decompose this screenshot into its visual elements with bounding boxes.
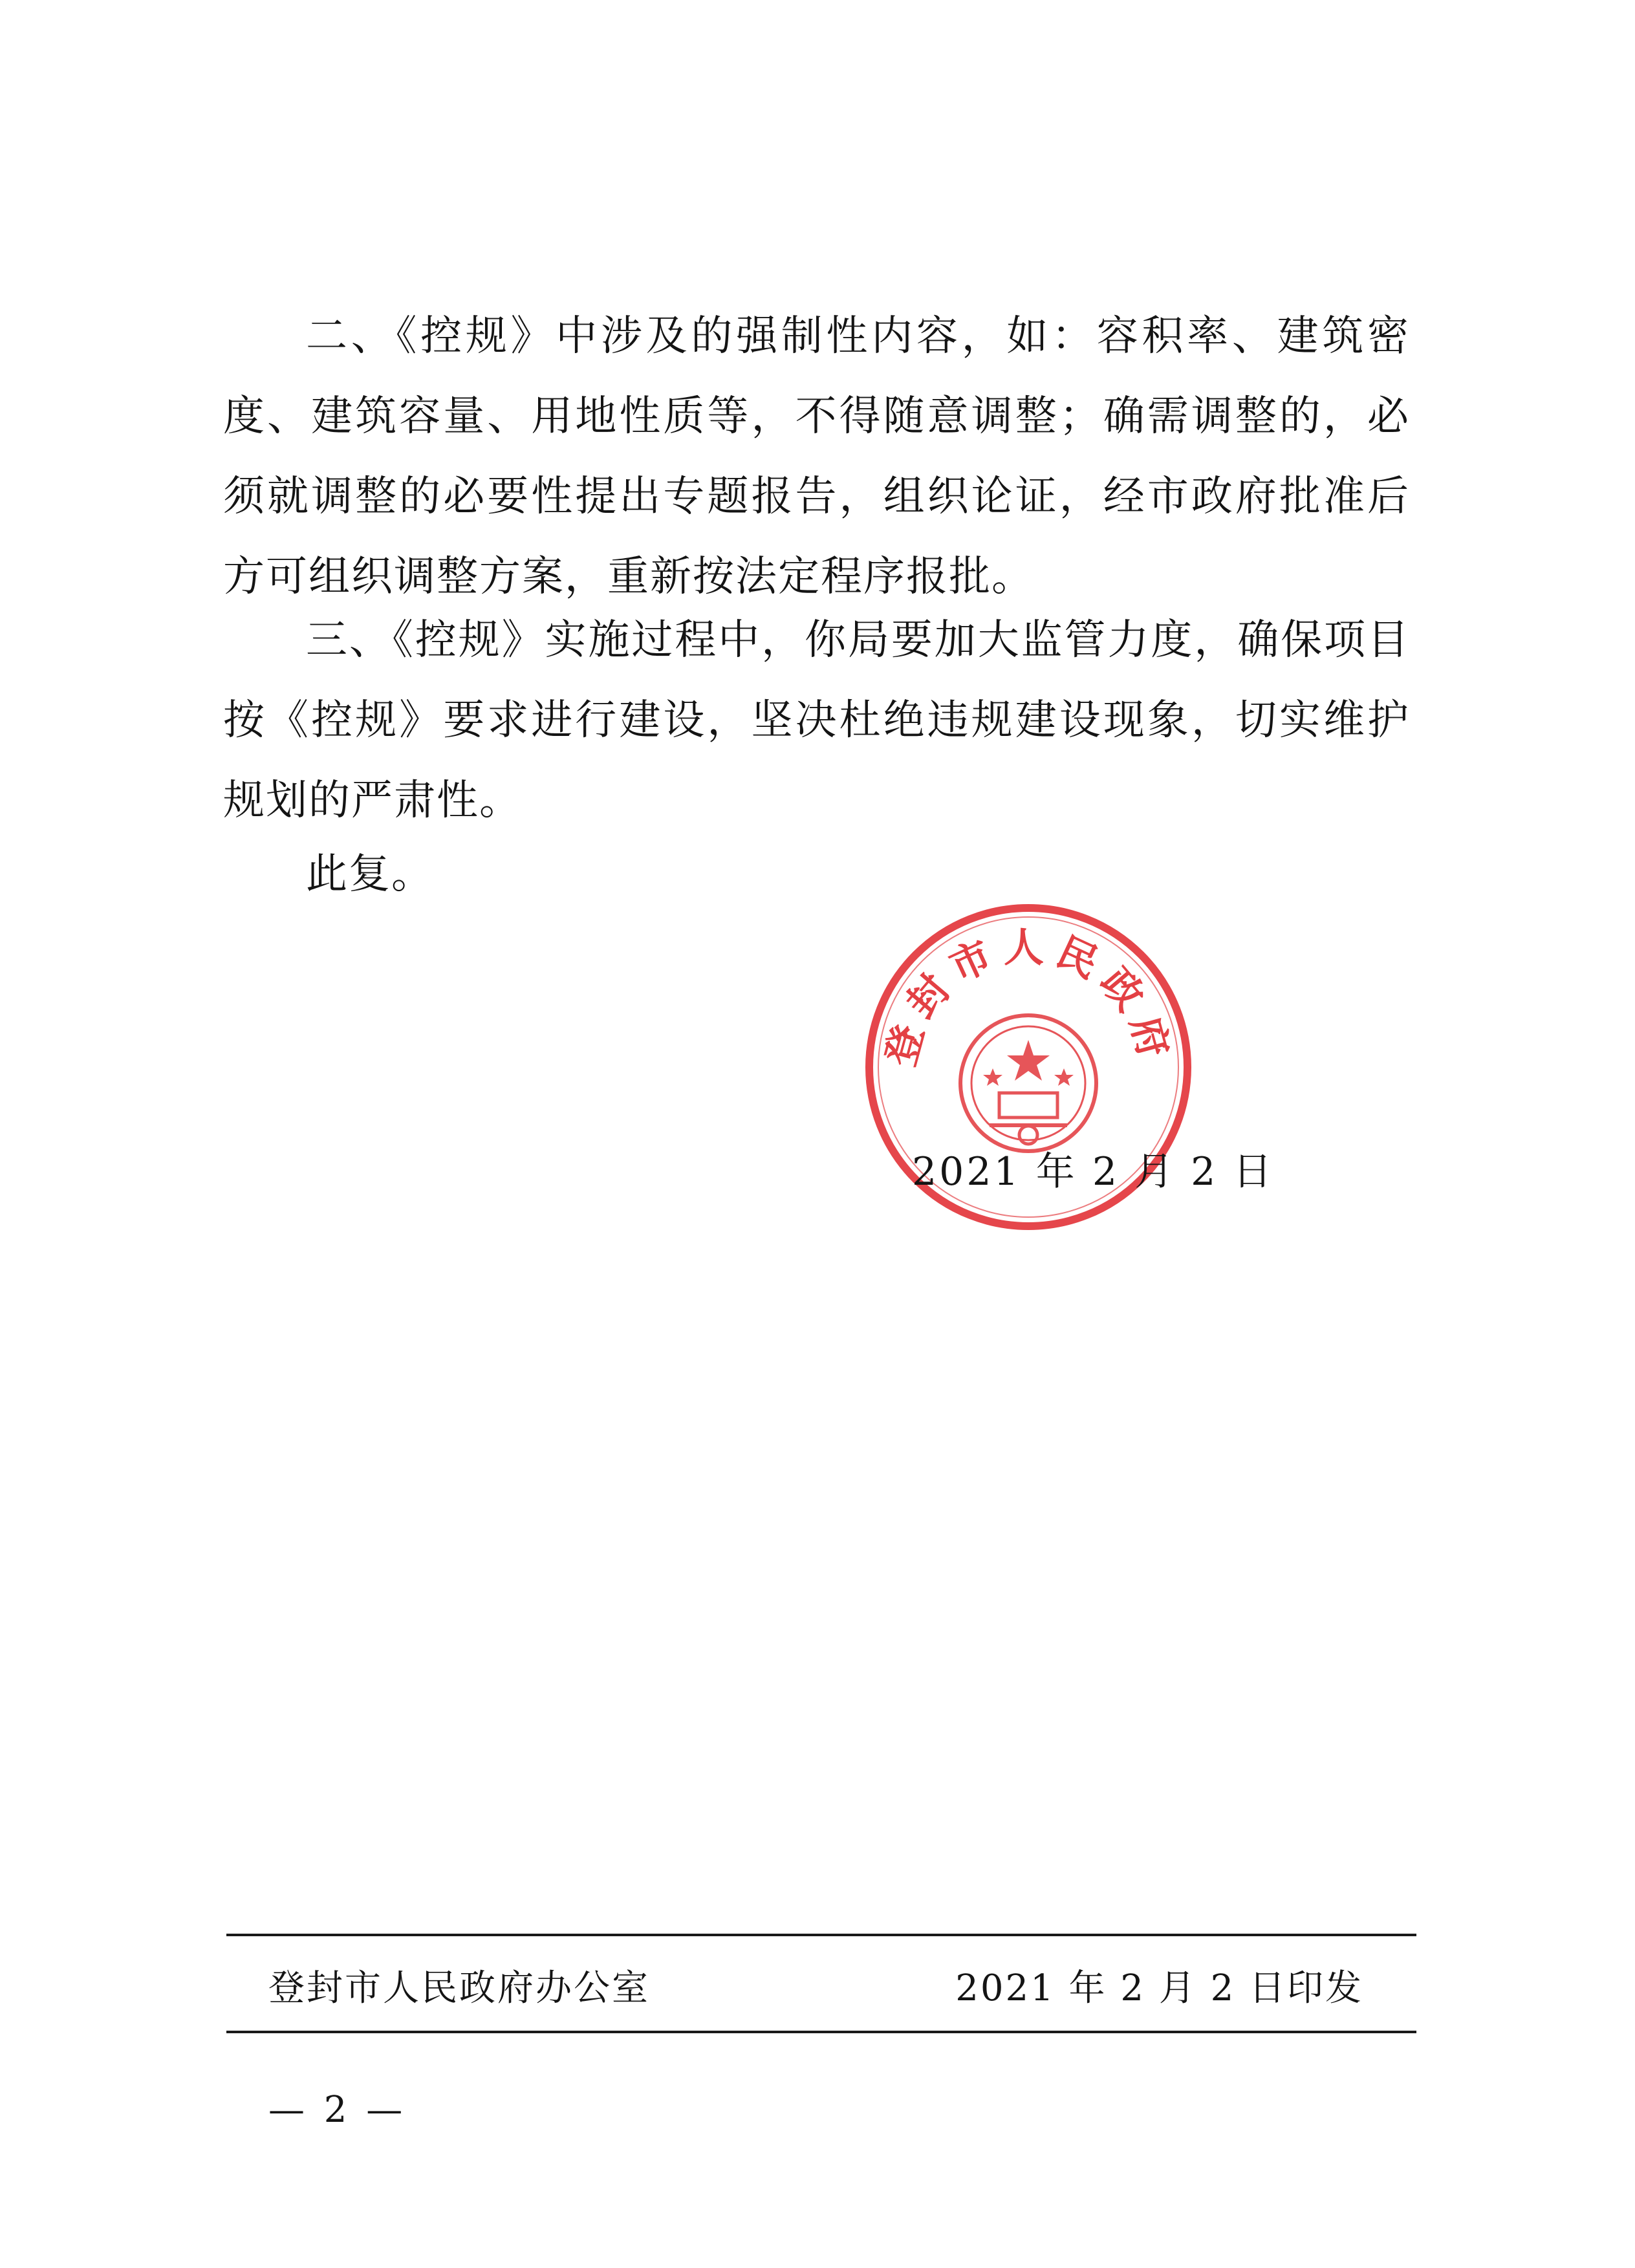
issuing-office: 登封市人民政府办公室 (268, 1967, 650, 2009)
page-number: — 2 — (268, 2089, 407, 2131)
national-emblem-icon (960, 1015, 1096, 1151)
signature-date: 2021 年 2 月 2 日 (912, 1149, 1275, 1194)
footer-bottom-rule (226, 2031, 1416, 2033)
footer-top-rule (226, 1934, 1416, 1936)
seal-text: 登封市人民政府 (876, 923, 1180, 1072)
paragraph-mandatory-content: 二、《控规》中涉及的强制性内容，如：容积率、建筑密度、建筑容量、用地性质等，不得随意调整；确需调整的，必须就调整的必要性提出专题报告，组织论证，经市政府批准后方可组织调整方案，重新按法定程序报批。 (223, 312, 1410, 601)
paragraph-supervision: 三、《控规》实施过程中，你局要加大监管力度，确保项目按《控规》要求进行建设，坚决杜绝违规建设现象，切实维护规划的严肃性。 (223, 616, 1410, 825)
closing-remark: 此复。 (306, 850, 434, 898)
issue-date: 2021 年 2 月 2 日印发 (955, 1967, 1363, 2009)
